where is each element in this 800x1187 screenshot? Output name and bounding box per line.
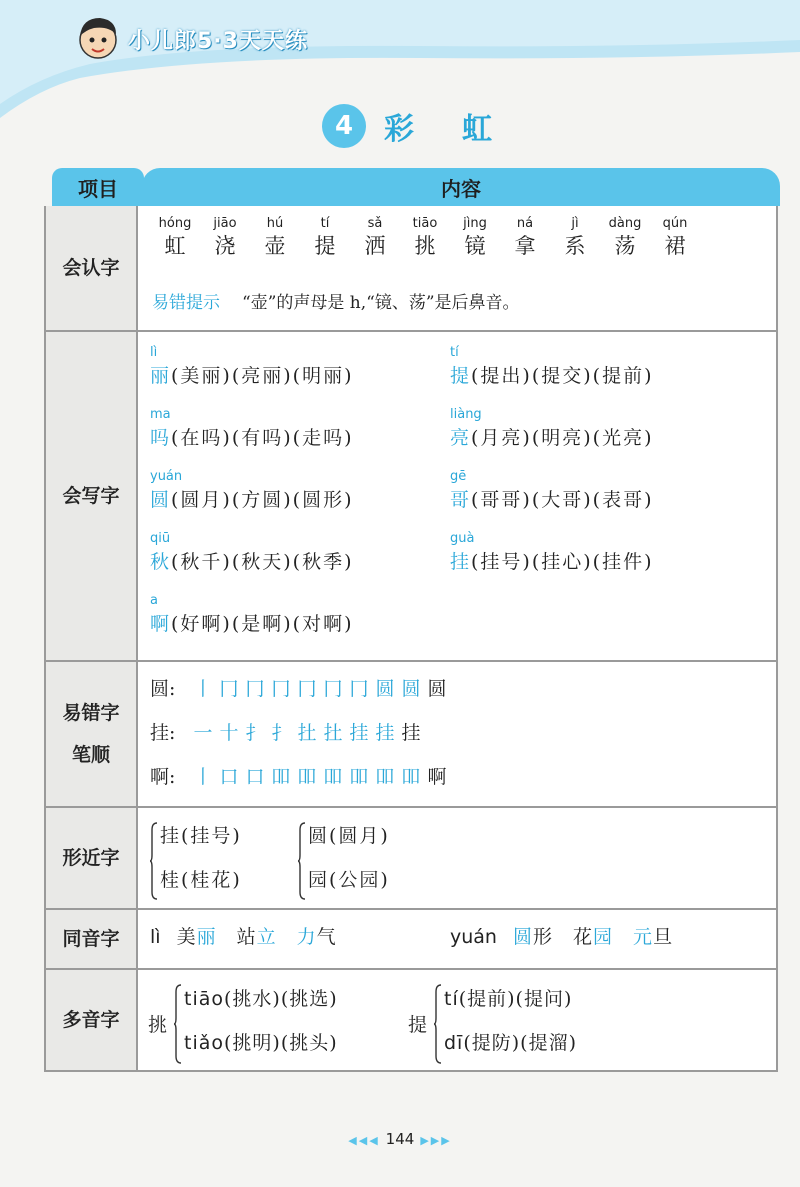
stroke-step: 冂 (349, 678, 369, 700)
word-list: (在吗)(有吗)(走吗) (171, 427, 354, 449)
pinyin: yuán (450, 926, 497, 948)
recognize-char (550, 216, 600, 260)
word-list: (月亮)(明亮)(光亮) (471, 427, 654, 449)
key-char: 啊 (150, 613, 172, 635)
word-line (150, 362, 354, 390)
key-char: 哥 (450, 489, 472, 511)
word-list: (挑明)(挑头) (224, 1032, 338, 1054)
pinyin: qún (662, 216, 688, 231)
word-line (450, 548, 654, 576)
write-entry (450, 406, 654, 452)
row-similar (44, 808, 778, 910)
key-char: 亮 (450, 427, 472, 449)
stroke-step: 口 (245, 766, 265, 788)
word-line (450, 486, 654, 514)
row-label: 会写字 (46, 332, 138, 660)
write-entry (150, 344, 354, 390)
stroke-step: 挂 (375, 722, 395, 744)
pinyin: qiū (150, 531, 171, 546)
polyphone-readings (434, 980, 577, 1068)
recognize-char (200, 216, 250, 260)
stroke-step: 吅 (297, 766, 317, 788)
homophone-word (513, 922, 553, 949)
row-label (46, 662, 138, 806)
polyphone-reading (444, 1024, 577, 1068)
pinyin: gē (450, 469, 467, 484)
stroke-step: 吅 (349, 766, 369, 788)
stroke-step: 一 (193, 722, 213, 744)
word-list: (哥哥)(大哥)(表哥) (471, 489, 654, 511)
word-part: 花 (573, 926, 594, 948)
key-char: 丽 (150, 365, 172, 387)
word-part: 气 (316, 926, 337, 948)
stroke-step: 冂 (323, 678, 343, 700)
lesson-heading (322, 104, 540, 148)
hanzi: 提 (314, 234, 336, 258)
polyphone-readings (174, 980, 338, 1068)
tip-text: “壶”的声母是 h,“镜、荡”是后鼻音。 (242, 293, 520, 313)
brace-icon (298, 822, 306, 900)
write-content (138, 332, 776, 660)
recognize-chars (150, 216, 700, 260)
polyphone-content (138, 970, 776, 1070)
stroke-step: 丨 (193, 678, 213, 700)
hanzi: 壶 (264, 234, 286, 258)
recognize-char (400, 216, 450, 260)
stroke-line (150, 762, 450, 792)
key-char: 圆 (150, 489, 172, 511)
word-list: (秋千)(秋天)(秋季) (171, 551, 354, 573)
pinyin: guà (450, 531, 475, 546)
word-list: (提防)(提溜) (463, 1032, 577, 1054)
pinyin: jì (571, 216, 579, 231)
hanzi: 系 (564, 234, 586, 258)
homophone-group (150, 922, 357, 949)
mascot-boy-icon (72, 12, 124, 64)
write-entry (450, 530, 654, 576)
stroke-step: 吅 (375, 766, 395, 788)
brand-logo: 小儿郎5·3天天练 (128, 29, 308, 54)
pinyin: jìng (463, 216, 487, 231)
write-entry (450, 344, 654, 390)
polyphone-char: 挑 (148, 1014, 168, 1036)
pinyin: tiāo (412, 216, 438, 231)
stroke-step: 圆 (427, 678, 447, 700)
hanzi: 浇 (214, 234, 236, 258)
word-line (150, 548, 354, 576)
stroke-line (150, 674, 450, 704)
stroke-step: 扌 (271, 722, 291, 744)
stroke-char: 挂: (150, 722, 176, 744)
word-part: 旦 (653, 926, 674, 948)
pinyin: ná (516, 216, 534, 231)
header-content: 内容 (142, 168, 780, 206)
similar-word: 圆(圆月) (308, 825, 390, 847)
stroke-step: 丨 (193, 766, 213, 788)
tip-label: 易错提示 (152, 293, 220, 313)
polyphone-char: 提 (408, 1014, 428, 1036)
word-list: (挂号)(挂心)(挂件) (471, 551, 654, 573)
write-entry (150, 406, 354, 452)
stroke-char: 啊: (150, 766, 176, 788)
row-label: 同音字 (46, 910, 138, 968)
pinyin: a (150, 593, 158, 608)
stroke-step: 冂 (219, 678, 239, 700)
page-number: 144 (385, 1130, 415, 1148)
pinyin: tiǎo (184, 1032, 224, 1054)
hanzi: 洒 (364, 234, 386, 258)
row-label: 形近字 (46, 808, 138, 908)
polyphone-group (148, 980, 338, 1068)
stroke-sequence (190, 674, 450, 704)
hanzi: 虹 (164, 234, 186, 258)
key-char: 力 (296, 926, 317, 948)
recognize-char (600, 216, 650, 260)
word-line (150, 424, 354, 452)
write-entry (150, 468, 354, 514)
hanzi: 挑 (414, 234, 436, 258)
key-char: 挂 (450, 551, 472, 573)
stroke-step: 扗 (297, 722, 317, 744)
stroke-step: 吅 (401, 766, 421, 788)
write-entry (150, 530, 354, 576)
row-write (44, 332, 778, 662)
brace-icon (174, 984, 182, 1064)
page-footer (0, 1130, 800, 1148)
word-line (450, 424, 654, 452)
pinyin: liàng (450, 407, 482, 422)
stroke-step: 口 (219, 766, 239, 788)
row-label-line: 易错字 (62, 702, 120, 724)
key-char: 秋 (150, 551, 172, 573)
key-char: 吗 (150, 427, 172, 449)
pinyin: lì (150, 926, 161, 948)
pinyin: tí (450, 345, 459, 360)
polyphone-reading (444, 980, 577, 1024)
homophone-word (177, 922, 217, 949)
pinyin: tí (444, 988, 459, 1010)
similar-group (150, 818, 242, 906)
write-entry (450, 468, 654, 514)
word-line (150, 610, 354, 638)
word-line (450, 362, 654, 390)
stroke-step: 十 (219, 722, 239, 744)
homophone-word (237, 922, 277, 949)
stroke-char: 圆: (150, 678, 176, 700)
key-char: 立 (256, 926, 277, 948)
homophone-content (138, 910, 776, 968)
hanzi: 裙 (664, 234, 686, 258)
recognize-char (450, 216, 500, 260)
brace-icon (150, 822, 158, 900)
recognize-content (138, 206, 776, 330)
word-list: (提前)(提问) (458, 988, 573, 1010)
word-line (150, 486, 354, 514)
word-list: (提出)(提交)(提前) (471, 365, 654, 387)
row-label: 会认字 (46, 206, 138, 330)
stroke-step: 吅 (271, 766, 291, 788)
row-label: 多音字 (46, 970, 138, 1070)
similar-word: 桂(桂花) (160, 869, 242, 891)
recognize-char (650, 216, 700, 260)
key-char: 园 (593, 926, 614, 948)
recognize-char (300, 216, 350, 260)
stroke-content (138, 662, 776, 806)
pinyin: tiāo (184, 988, 224, 1010)
word-part: 美 (176, 926, 197, 948)
stroke-step: 冂 (245, 678, 265, 700)
stroke-step: 吅 (323, 766, 343, 788)
recognize-char (250, 216, 300, 260)
homophone-word (297, 922, 337, 949)
hanzi: 荡 (614, 234, 636, 258)
key-char: 丽 (196, 926, 217, 948)
homophone-group (450, 922, 693, 949)
row-homophone (44, 910, 778, 970)
word-part: 站 (236, 926, 257, 948)
table-header (44, 168, 778, 206)
recognize-char (150, 216, 200, 260)
word-list: (美丽)(亮丽)(明丽) (171, 365, 354, 387)
recognize-char (350, 216, 400, 260)
similar-group (298, 818, 390, 906)
left-arrows-icon: ◀◀◀ (348, 1134, 380, 1147)
stroke-step: 冂 (297, 678, 317, 700)
header-project: 项目 (52, 168, 144, 206)
write-entry (150, 592, 354, 638)
key-char: 圆 (512, 926, 533, 948)
hanzi: 拿 (514, 234, 536, 258)
hanzi: 镜 (464, 234, 486, 258)
word-list: (圆月)(方圆)(圆形) (171, 489, 354, 511)
stroke-step: 啊 (427, 766, 447, 788)
row-recognize (44, 206, 778, 332)
pinyin: yuán (150, 469, 183, 484)
row-label-line: 笔顺 (71, 744, 110, 766)
lesson-title: 彩虹 (384, 112, 540, 147)
stroke-step: 扗 (323, 722, 343, 744)
error-tip (152, 288, 520, 313)
stroke-step: 挂 (349, 722, 369, 744)
polyphone-reading (184, 1024, 338, 1068)
homophone-word (633, 922, 673, 949)
pinyin: dī (444, 1032, 464, 1054)
similar-word: 挂(挂号) (160, 825, 242, 847)
brace-icon (434, 984, 442, 1064)
polyphone-reading (184, 980, 338, 1024)
stroke-line (150, 718, 424, 748)
word-part: 形 (533, 926, 554, 948)
similar-content (138, 808, 776, 908)
pinyin: hóng (158, 216, 192, 231)
pinyin: sǎ (367, 216, 383, 231)
stroke-step: 挂 (401, 722, 421, 744)
word-list: (好啊)(是啊)(对啊) (171, 613, 354, 635)
pinyin: hú (266, 216, 284, 231)
right-arrows-icon: ▶▶▶ (420, 1134, 452, 1147)
lesson-number-badge: 4 (322, 104, 366, 148)
pinyin: ma (150, 407, 171, 422)
stroke-step: 圆 (375, 678, 395, 700)
stroke-step: 圆 (401, 678, 421, 700)
pinyin: lì (150, 345, 158, 360)
summary-table (44, 168, 778, 1072)
key-char: 提 (450, 365, 472, 387)
word-list: (挑水)(挑选) (224, 988, 338, 1010)
similar-word: 园(公园) (308, 869, 390, 891)
pinyin: tí (320, 216, 330, 231)
polyphone-group (408, 980, 577, 1068)
pinyin: dàng (608, 216, 642, 231)
recognize-char (500, 216, 550, 260)
stroke-sequence (190, 762, 450, 792)
stroke-step: 冂 (271, 678, 291, 700)
key-char: 元 (633, 926, 654, 948)
row-polyphone (44, 970, 778, 1072)
pinyin: jiāo (213, 216, 237, 231)
row-stroke-order (44, 662, 778, 808)
stroke-step: 扌 (245, 722, 265, 744)
homophone-word (573, 922, 613, 949)
stroke-sequence (190, 718, 424, 748)
